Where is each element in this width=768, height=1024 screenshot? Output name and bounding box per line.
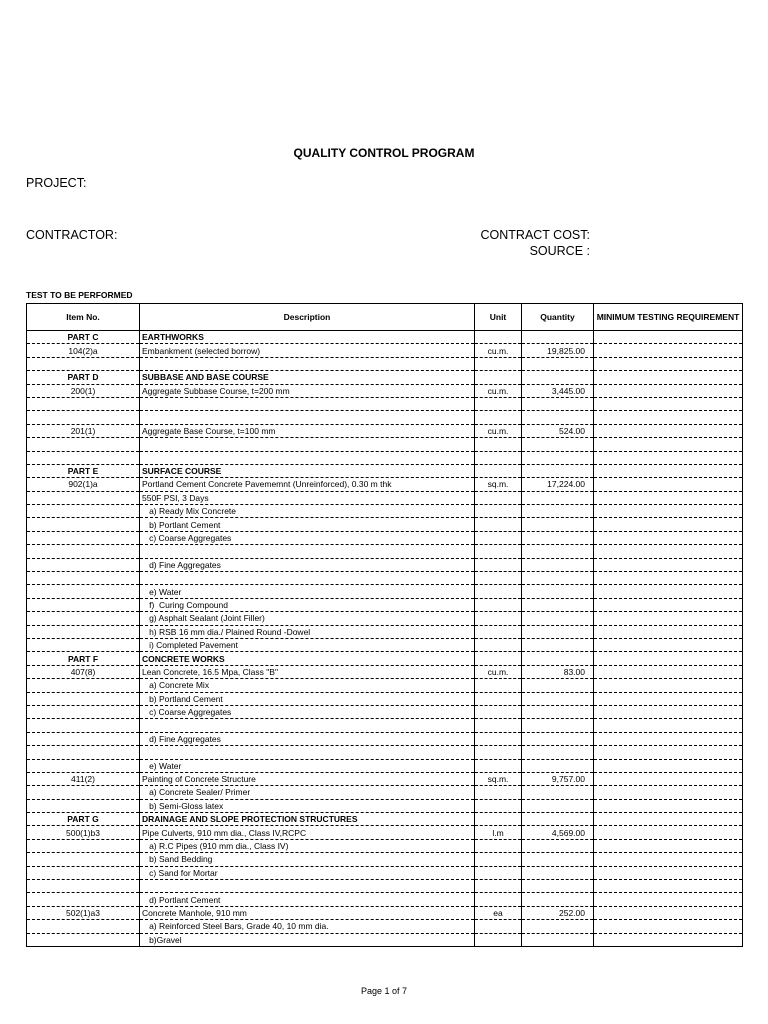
- description-cell: Pipe Culverts, 910 mm dia., Class IV,RCPC: [140, 826, 475, 839]
- quantity-cell: [522, 585, 594, 598]
- min-testing-cell: [594, 893, 743, 906]
- quantity-cell: [522, 853, 594, 866]
- item-no-cell: [27, 759, 140, 772]
- unit-cell: [475, 893, 522, 906]
- table-row: [27, 705, 743, 718]
- quantity-cell: [522, 464, 594, 477]
- description-cell: b) Portlant Cement: [140, 518, 475, 531]
- item-no-cell: [27, 357, 140, 370]
- min-testing-cell: [594, 906, 743, 919]
- unit-cell: l.m: [475, 826, 522, 839]
- item-no-cell: [27, 625, 140, 638]
- item-no-cell: [27, 933, 140, 946]
- description-cell: d) Fine Aggregates: [140, 732, 475, 745]
- min-testing-cell: [594, 598, 743, 611]
- item-no-cell: [27, 558, 140, 571]
- table-row: [27, 411, 743, 424]
- description-cell: Aggregate Base Course, t=100 mm: [140, 424, 475, 437]
- min-testing-cell: [594, 531, 743, 544]
- table-row: [27, 625, 743, 638]
- table-row: [27, 799, 743, 812]
- item-no-cell: [27, 438, 140, 451]
- unit-cell: [475, 505, 522, 518]
- quantity-cell: [522, 920, 594, 933]
- item-no-cell: PART E: [27, 464, 140, 477]
- min-testing-cell: [594, 344, 743, 357]
- unit-cell: sq.m.: [475, 772, 522, 785]
- table-row: [27, 906, 743, 919]
- table-row: [27, 880, 743, 893]
- item-no-cell: 104(2)a: [27, 344, 140, 357]
- table-part-row: [27, 371, 743, 384]
- header-quantity: Quantity: [522, 304, 594, 331]
- unit-cell: [475, 866, 522, 879]
- item-no-cell: 411(2): [27, 772, 140, 785]
- description-cell: [140, 572, 475, 585]
- item-no-cell: [27, 679, 140, 692]
- item-no-cell: 407(8): [27, 665, 140, 678]
- table-row: [27, 786, 743, 799]
- table-row: [27, 438, 743, 451]
- contractor-label: CONTRACTOR:: [26, 228, 118, 242]
- item-no-cell: [27, 545, 140, 558]
- table-row: [27, 598, 743, 611]
- unit-cell: [475, 558, 522, 571]
- table-row: [27, 692, 743, 705]
- page-footer: Page 1 of 7: [360, 986, 408, 996]
- description-cell: b) Semi-Gloss latex: [140, 799, 475, 812]
- min-testing-cell: [594, 920, 743, 933]
- description-cell: SUBBASE AND BASE COURSE: [140, 371, 475, 384]
- table-row: [27, 920, 743, 933]
- project-label: PROJECT:: [26, 176, 87, 190]
- table-header-row: [27, 304, 743, 331]
- quantity-cell: [522, 598, 594, 611]
- unit-cell: [475, 371, 522, 384]
- item-no-cell: PART G: [27, 813, 140, 826]
- description-cell: c) Sand for Mortar: [140, 866, 475, 879]
- quantity-cell: [522, 933, 594, 946]
- min-testing-cell: [594, 719, 743, 732]
- item-no-cell: [27, 491, 140, 504]
- description-cell: CONCRETE WORKS: [140, 652, 475, 665]
- quantity-cell: [522, 371, 594, 384]
- table-part-row: [27, 813, 743, 826]
- description-cell: c) Coarse Aggregates: [140, 531, 475, 544]
- item-no-cell: 200(1): [27, 384, 140, 397]
- table-part-row: [27, 464, 743, 477]
- unit-cell: [475, 464, 522, 477]
- min-testing-cell: [594, 451, 743, 464]
- item-no-cell: [27, 612, 140, 625]
- item-no-cell: [27, 786, 140, 799]
- min-testing-cell: [594, 799, 743, 812]
- table-row: [27, 478, 743, 491]
- min-testing-cell: [594, 732, 743, 745]
- table-row: [27, 397, 743, 410]
- table-row: [27, 772, 743, 785]
- description-cell: e) Water: [140, 759, 475, 772]
- description-cell: d) Portlant Cement: [140, 893, 475, 906]
- min-testing-cell: [594, 772, 743, 785]
- quantity-cell: [522, 331, 594, 344]
- description-cell: f) Curing Compound: [140, 598, 475, 611]
- min-testing-cell: [594, 652, 743, 665]
- unit-cell: [475, 732, 522, 745]
- item-no-cell: [27, 746, 140, 759]
- quantity-cell: [522, 652, 594, 665]
- item-no-cell: 902(1)a: [27, 478, 140, 491]
- description-cell: [140, 880, 475, 893]
- min-testing-cell: [594, 625, 743, 638]
- table-row: [27, 612, 743, 625]
- description-cell: a) Concrete Sealer/ Primer: [140, 786, 475, 799]
- table-row: [27, 451, 743, 464]
- description-cell: d) Fine Aggregates: [140, 558, 475, 571]
- item-no-cell: [27, 920, 140, 933]
- quantity-cell: [522, 451, 594, 464]
- section-label: TEST TO BE PERFORMED: [26, 290, 133, 300]
- quantity-cell: [522, 638, 594, 651]
- unit-cell: [475, 438, 522, 451]
- description-cell: g) Asphalt Sealant (Joint Filler): [140, 612, 475, 625]
- quantity-cell: [522, 357, 594, 370]
- quantity-cell: [522, 679, 594, 692]
- min-testing-cell: [594, 384, 743, 397]
- table-row: [27, 853, 743, 866]
- item-no-cell: 201(1): [27, 424, 140, 437]
- table-row: [27, 344, 743, 357]
- unit-cell: [475, 719, 522, 732]
- unit-cell: ea: [475, 906, 522, 919]
- min-testing-cell: [594, 357, 743, 370]
- description-cell: Portland Cement Concrete Pavememnt (Unreinforced), 0.30 m thk: [140, 478, 475, 491]
- quantity-cell: [522, 558, 594, 571]
- unit-cell: [475, 759, 522, 772]
- table-row: [27, 893, 743, 906]
- description-cell: [140, 438, 475, 451]
- item-no-cell: [27, 518, 140, 531]
- quantity-cell: [522, 759, 594, 772]
- table-row: [27, 384, 743, 397]
- min-testing-cell: [594, 853, 743, 866]
- table-row: [27, 866, 743, 879]
- table-row: [27, 732, 743, 745]
- description-cell: 550F PSI, 3 Days: [140, 491, 475, 504]
- min-testing-cell: [594, 585, 743, 598]
- description-cell: [140, 357, 475, 370]
- unit-cell: [475, 545, 522, 558]
- description-cell: [140, 545, 475, 558]
- description-cell: DRAINAGE AND SLOPE PROTECTION STRUCTURES: [140, 813, 475, 826]
- unit-cell: [475, 746, 522, 759]
- unit-cell: cu.m.: [475, 424, 522, 437]
- min-testing-cell: [594, 679, 743, 692]
- description-cell: e) Water: [140, 585, 475, 598]
- description-cell: b) Sand Bedding: [140, 853, 475, 866]
- item-no-cell: PART D: [27, 371, 140, 384]
- item-no-cell: [27, 692, 140, 705]
- unit-cell: [475, 652, 522, 665]
- description-cell: a) R.C Pipes (910 mm dia., Class IV): [140, 839, 475, 852]
- test-table: [26, 303, 743, 947]
- quantity-cell: [522, 732, 594, 745]
- min-testing-cell: [594, 572, 743, 585]
- quantity-cell: [522, 612, 594, 625]
- quantity-cell: [522, 893, 594, 906]
- header-min-testing: MINIMUM TESTING REQUIREMENT: [594, 304, 743, 331]
- unit-cell: [475, 572, 522, 585]
- table-row: [27, 518, 743, 531]
- min-testing-cell: [594, 813, 743, 826]
- table-row: [27, 558, 743, 571]
- unit-cell: [475, 411, 522, 424]
- unit-cell: [475, 331, 522, 344]
- min-testing-cell: [594, 505, 743, 518]
- quantity-cell: [522, 692, 594, 705]
- unit-cell: [475, 705, 522, 718]
- min-testing-cell: [594, 746, 743, 759]
- description-cell: a) Reinforced Steel Bars, Grade 40, 10 mm dia.: [140, 920, 475, 933]
- table-row: [27, 933, 743, 946]
- quantity-cell: [522, 786, 594, 799]
- quantity-cell: [522, 719, 594, 732]
- description-cell: [140, 746, 475, 759]
- description-cell: c) Coarse Aggregates: [140, 705, 475, 718]
- unit-cell: [475, 679, 522, 692]
- table-body: [27, 331, 743, 947]
- unit-cell: [475, 880, 522, 893]
- min-testing-cell: [594, 331, 743, 344]
- min-testing-cell: [594, 545, 743, 558]
- quantity-cell: [522, 746, 594, 759]
- table-row: [27, 826, 743, 839]
- header-description: Description: [140, 304, 475, 331]
- table-row: [27, 424, 743, 437]
- unit-cell: [475, 920, 522, 933]
- quantity-cell: [522, 839, 594, 852]
- table-row: [27, 572, 743, 585]
- quantity-cell: 3,445.00: [522, 384, 594, 397]
- item-no-cell: [27, 893, 140, 906]
- unit-cell: [475, 799, 522, 812]
- unit-cell: [475, 638, 522, 651]
- min-testing-cell: [594, 759, 743, 772]
- item-no-cell: 502(1)a3: [27, 906, 140, 919]
- quantity-cell: [522, 411, 594, 424]
- item-no-cell: PART C: [27, 331, 140, 344]
- item-no-cell: [27, 638, 140, 651]
- description-cell: a) Ready Mix Concrete: [140, 505, 475, 518]
- quantity-cell: 4,569.00: [522, 826, 594, 839]
- min-testing-cell: [594, 705, 743, 718]
- unit-cell: [475, 491, 522, 504]
- description-cell: h) RSB 16 mm dia./ Plained Round -Dowel: [140, 625, 475, 638]
- min-testing-cell: [594, 786, 743, 799]
- min-testing-cell: [594, 839, 743, 852]
- description-cell: [140, 411, 475, 424]
- quantity-cell: [522, 625, 594, 638]
- source-label: SOURCE :: [529, 244, 590, 258]
- unit-cell: [475, 786, 522, 799]
- item-no-cell: [27, 719, 140, 732]
- quantity-cell: [522, 518, 594, 531]
- table-row: [27, 746, 743, 759]
- description-cell: b) Portland Cement: [140, 692, 475, 705]
- min-testing-cell: [594, 518, 743, 531]
- item-no-cell: [27, 572, 140, 585]
- unit-cell: [475, 357, 522, 370]
- table-row: [27, 839, 743, 852]
- item-no-cell: [27, 839, 140, 852]
- unit-cell: [475, 518, 522, 531]
- quantity-cell: 83.00: [522, 665, 594, 678]
- min-testing-cell: [594, 638, 743, 651]
- quantity-cell: [522, 491, 594, 504]
- item-no-cell: [27, 397, 140, 410]
- table-row: [27, 531, 743, 544]
- item-no-cell: [27, 505, 140, 518]
- min-testing-cell: [594, 612, 743, 625]
- description-cell: Aggregate Subbase Course, t=200 mm: [140, 384, 475, 397]
- quantity-cell: [522, 397, 594, 410]
- quantity-cell: [522, 531, 594, 544]
- unit-cell: [475, 531, 522, 544]
- min-testing-cell: [594, 491, 743, 504]
- min-testing-cell: [594, 880, 743, 893]
- description-cell: [140, 451, 475, 464]
- table-part-row: [27, 652, 743, 665]
- table-row: [27, 679, 743, 692]
- quantity-cell: [522, 813, 594, 826]
- item-no-cell: [27, 451, 140, 464]
- header-item-no: Item No.: [27, 304, 140, 331]
- unit-cell: [475, 585, 522, 598]
- contract-cost-label: CONTRACT COST:: [480, 228, 590, 242]
- unit-cell: cu.m.: [475, 665, 522, 678]
- unit-cell: [475, 853, 522, 866]
- description-cell: Embankment (selected borrow): [140, 344, 475, 357]
- description-cell: a) Concrete Mix: [140, 679, 475, 692]
- quantity-cell: 524.00: [522, 424, 594, 437]
- unit-cell: sq.m.: [475, 478, 522, 491]
- unit-cell: cu.m.: [475, 384, 522, 397]
- unit-cell: cu.m.: [475, 344, 522, 357]
- min-testing-cell: [594, 665, 743, 678]
- table-row: [27, 638, 743, 651]
- description-cell: Concrete Manhole, 910 mm: [140, 906, 475, 919]
- unit-cell: [475, 813, 522, 826]
- min-testing-cell: [594, 558, 743, 571]
- quantity-cell: [522, 572, 594, 585]
- unit-cell: [475, 397, 522, 410]
- item-no-cell: [27, 705, 140, 718]
- item-no-cell: [27, 585, 140, 598]
- item-no-cell: [27, 799, 140, 812]
- min-testing-cell: [594, 424, 743, 437]
- unit-cell: [475, 451, 522, 464]
- unit-cell: [475, 612, 522, 625]
- table-row: [27, 585, 743, 598]
- quantity-cell: 17,224.00: [522, 478, 594, 491]
- quantity-cell: [522, 705, 594, 718]
- unit-cell: [475, 692, 522, 705]
- description-cell: i) Completed Pavement: [140, 638, 475, 651]
- quantity-cell: [522, 438, 594, 451]
- description-cell: Painting of Concrete Structure: [140, 772, 475, 785]
- quantity-cell: 9,757.00: [522, 772, 594, 785]
- header-unit: Unit: [475, 304, 522, 331]
- min-testing-cell: [594, 397, 743, 410]
- min-testing-cell: [594, 464, 743, 477]
- table-row: [27, 719, 743, 732]
- table-row: [27, 505, 743, 518]
- min-testing-cell: [594, 826, 743, 839]
- quantity-cell: [522, 866, 594, 879]
- item-no-cell: [27, 732, 140, 745]
- quantity-cell: [522, 880, 594, 893]
- min-testing-cell: [594, 933, 743, 946]
- description-cell: [140, 397, 475, 410]
- item-no-cell: PART F: [27, 652, 140, 665]
- item-no-cell: [27, 853, 140, 866]
- min-testing-cell: [594, 478, 743, 491]
- document-title: QUALITY CONTROL PROGRAM: [293, 146, 475, 160]
- quantity-cell: 252.00: [522, 906, 594, 919]
- quantity-cell: [522, 505, 594, 518]
- unit-cell: [475, 839, 522, 852]
- table-row: [27, 759, 743, 772]
- item-no-cell: 500(1)b3: [27, 826, 140, 839]
- quantity-cell: [522, 799, 594, 812]
- quantity-cell: 19,825.00: [522, 344, 594, 357]
- table-row: [27, 545, 743, 558]
- table-row: [27, 357, 743, 370]
- item-no-cell: [27, 866, 140, 879]
- item-no-cell: [27, 411, 140, 424]
- description-cell: EARTHWORKS: [140, 331, 475, 344]
- description-cell: b)Gravel: [140, 933, 475, 946]
- unit-cell: [475, 933, 522, 946]
- item-no-cell: [27, 531, 140, 544]
- unit-cell: [475, 598, 522, 611]
- min-testing-cell: [594, 866, 743, 879]
- item-no-cell: [27, 880, 140, 893]
- table-row: [27, 491, 743, 504]
- description-cell: SURFACE COURSE: [140, 464, 475, 477]
- item-no-cell: [27, 598, 140, 611]
- min-testing-cell: [594, 411, 743, 424]
- min-testing-cell: [594, 438, 743, 451]
- unit-cell: [475, 625, 522, 638]
- description-cell: [140, 719, 475, 732]
- table-part-row: [27, 331, 743, 344]
- table-row: [27, 665, 743, 678]
- min-testing-cell: [594, 692, 743, 705]
- description-cell: Lean Concrete, 16.5 Mpa, Class "B": [140, 665, 475, 678]
- quantity-cell: [522, 545, 594, 558]
- min-testing-cell: [594, 371, 743, 384]
